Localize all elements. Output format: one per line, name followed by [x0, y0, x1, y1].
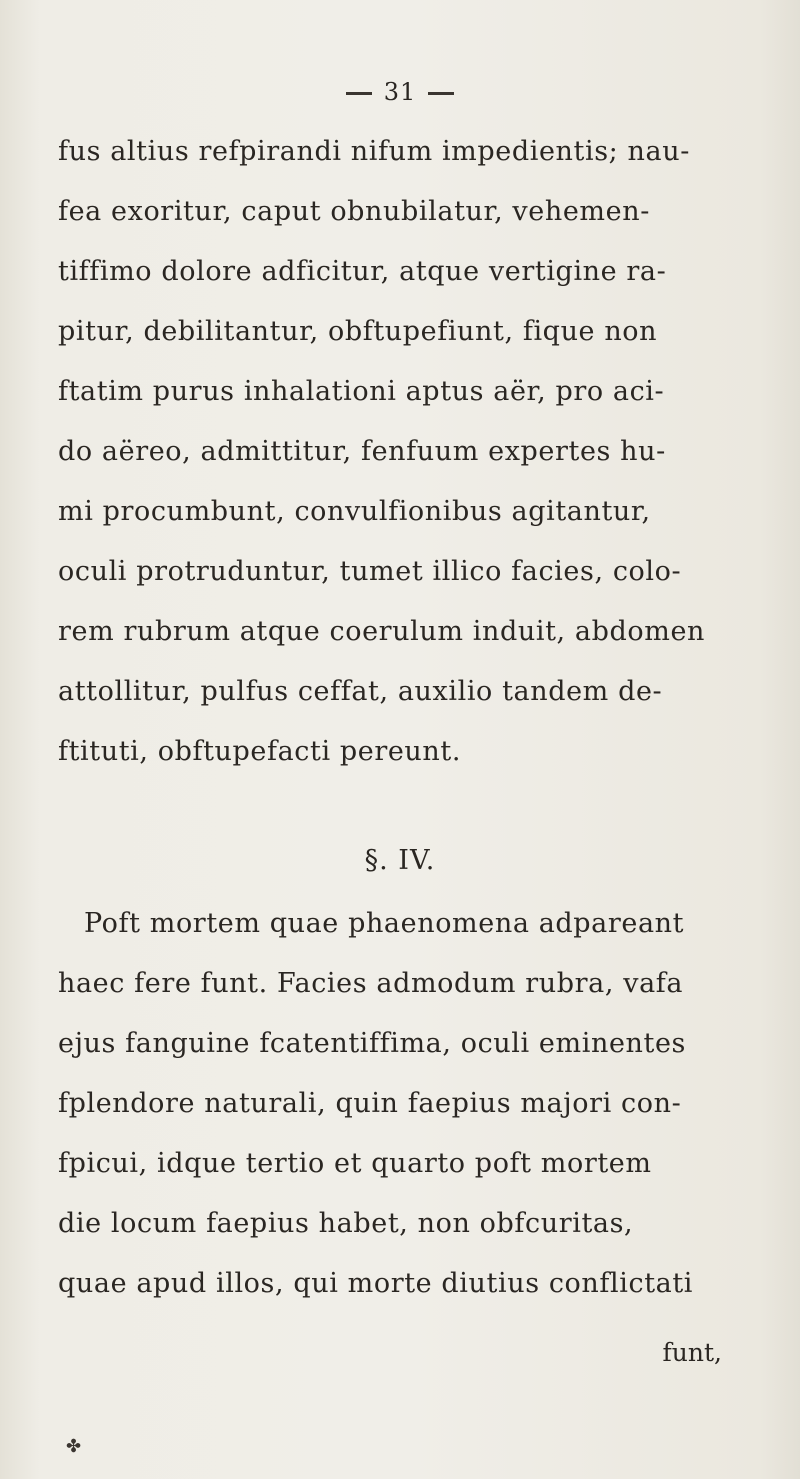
ornament-icon: ✤	[66, 1436, 82, 1457]
header-dash-right	[428, 92, 454, 95]
text-line: ftituti, obftupefacti pereunt.	[58, 736, 462, 767]
text-line: Poft mortem quae phaenomena adpareant	[84, 908, 685, 939]
text-line: ejus fanguine fcatentiffima, oculi eminentes	[58, 1028, 686, 1059]
text-line: fpicui, idque tertio et quarto poft mortem	[58, 1148, 652, 1179]
text-line: fplendore naturali, quin faepius majori con-	[58, 1088, 682, 1119]
page-number	[0, 78, 800, 106]
text-line: attollitur, pulfus ceffat, auxilio tandem de-	[58, 676, 663, 707]
text-line: quae apud illos, qui morte diutius conflictati	[58, 1268, 694, 1299]
text-line: rem rubrum atque coerulum induit, abdomen	[58, 616, 706, 647]
catchword: funt,	[662, 1338, 722, 1367]
text-line: haec fere funt. Facies admodum rubra, vafa	[58, 968, 684, 999]
text-line: fea exoritur, caput obnubilatur, vehemen-	[58, 196, 650, 227]
text-line: pitur, debilitantur, obftupefiunt, fique non	[58, 316, 658, 347]
header-dash-left	[346, 92, 372, 95]
text-line: do aëreo, admittitur, fenfuum expertes hu-	[58, 436, 666, 467]
section-heading: §. IV.	[364, 845, 436, 876]
text-line: tiffimo dolore adficitur, atque vertigine ra-	[58, 256, 667, 287]
text-line: oculi protruduntur, tumet illico facies, colo-	[58, 556, 682, 587]
text-line: die locum faepius habet, non obfcuritas,	[58, 1208, 634, 1239]
text-line: fus altius refpirandi nifum impedientis; nau-	[58, 136, 690, 167]
text-line: mi procumbunt, convulfionibus agitantur,	[58, 496, 651, 527]
page-number-text: 31	[383, 78, 417, 106]
text-line: ftatim purus inhalationi aptus aër, pro aci-	[58, 376, 665, 407]
